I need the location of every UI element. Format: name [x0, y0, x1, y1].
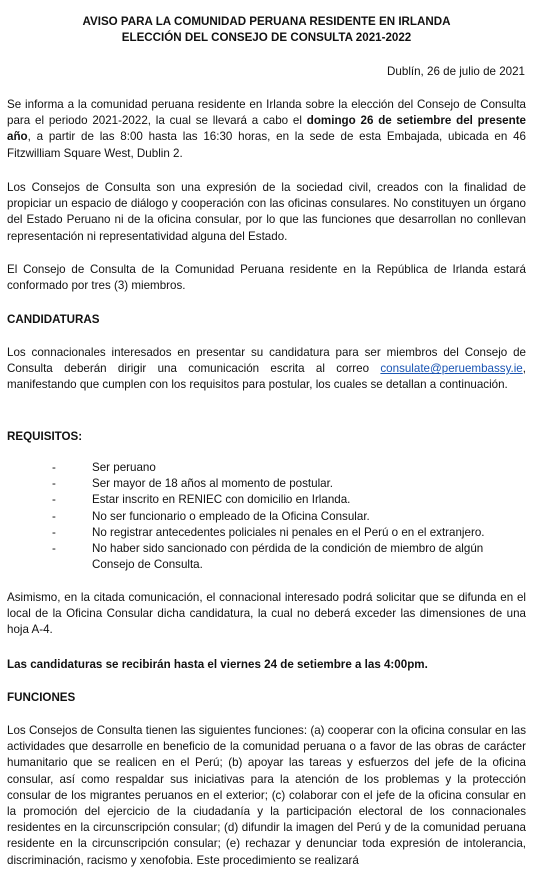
- document-title-line-2: ELECCIÓN DEL CONSEJO DE CONSULTA 2021-2022: [121, 31, 412, 44]
- asimismo-paragraph: Asimismo, en la citada comunicación, el connacional interesado podrá solicitar que se difunda en el local de la Oficina Consular dicha candidatura, la cual no deberá exceder las dimensiones de una hoja A-4.: [7, 591, 526, 637]
- consejos-description-paragraph: Los Consejos de Consulta son una expresión de la sociedad civil, creados con la finalidad de propiciar un espacio de diálogo y cooperación con las oficinas consulares. No constituyen un órgano del Estado Peruano ni de la oficina consular, por lo que las funciones que desarrollan no conllevan representación ni representatividad alguna del Estado.: [7, 181, 526, 243]
- dash-bullet-icon: -: [52, 493, 56, 507]
- dash-bullet-icon: -: [52, 542, 56, 556]
- list-item: [0, 509, 533, 525]
- deadline-notice: Las candidaturas se recibirán hasta el viernes 24 de setiembre a las 4:00pm.: [7, 658, 428, 671]
- requisitos-list: [0, 460, 533, 573]
- intro-paragraph: [7, 97, 526, 162]
- requisitos-heading: REQUISITOS:: [7, 430, 83, 443]
- requisito-text: Ser peruano: [92, 461, 156, 474]
- dash-bullet-icon: -: [52, 461, 56, 474]
- funciones-heading: FUNCIONES: [7, 691, 76, 704]
- dash-bullet-icon: -: [52, 525, 56, 539]
- document-title-line-1: AVISO PARA LA COMUNIDAD PERUANA RESIDENTE EN IRLANDA: [82, 15, 451, 28]
- requisito-text: No haber sido sancionado con pérdida de la condición de miembro de algún Consejo de Consulta.: [92, 542, 484, 572]
- dash-bullet-icon: -: [52, 477, 56, 491]
- candidaturas-text-start: Los connacionales interesados en presentar su candidatura para ser miembros del Consejo de Consulta deberán dirigir una comunicación escrita al correo: [7, 346, 526, 376]
- candidaturas-heading: CANDIDATURAS: [7, 313, 100, 326]
- members-paragraph: El Consejo de Consulta de la Comunidad Peruana residente en la República de Irlanda estará conformado por tres (3) miembros.: [7, 263, 526, 293]
- list-item: [0, 525, 533, 541]
- candidaturas-text-end: , manifestando que cumplen con los requisitos para postular, los cuales se detallan a continuación.: [7, 362, 526, 392]
- email-link[interactable]: consulate@peruembassy.ie: [380, 362, 523, 376]
- intro-bold-date: domingo 26 de setiembre del presente año: [7, 114, 527, 144]
- requisito-text: No registrar antecedentes policiales ni penales en el Perú o en el extranjero.: [92, 525, 485, 539]
- list-item: [0, 541, 533, 573]
- list-item: [0, 460, 533, 476]
- list-item: [0, 476, 533, 492]
- requisito-text: No ser funcionario o empleado de la Oficina Consular.: [92, 509, 370, 523]
- requisito-text: Estar inscrito en RENIEC con domicilio en Irlanda.: [92, 493, 351, 507]
- intro-text-end: , a partir de las 8:00 hasta las 16:30 horas, en la sede de esta Embajada, ubicada en 46 Fitzwilliam Square West, Dublin 2.: [7, 130, 526, 160]
- document-date: Dublín, 26 de julio de 2021: [387, 65, 525, 78]
- dash-bullet-icon: -: [52, 509, 56, 523]
- candidaturas-paragraph: [7, 345, 526, 394]
- requisito-text: Ser mayor de 18 años al momento de postular.: [92, 477, 334, 491]
- intro-text-start: Se informa a la comunidad peruana residente en Irlanda sobre la elección del Consejo de Consulta para el periodo 2021-2022, la cual se llevará a cabo el: [7, 98, 526, 128]
- funciones-paragraph: Los Consejos de Consulta tienen las siguientes funciones: (a) cooperar con la oficina consular en las actividades que desarrolle en beneficio de la comunidad peruana o a favor de las obras de carácter humanitario que se realicen en el Perú; (b) apoyar las tareas y esfuerzos del jefe de la oficina consular, así como respaldar sus iniciativas para la atención de los problemas y la protección consular de los migrantes peruanos en el exterior; (c) colaborar con el jefe de la oficina consular en la promoción del ejercicio de la ciudadanía y la participación electoral de los connacionales residentes en la circunscripción consular; (d) difundir la imagen del Perú y de la comunidad peruana residente en la circunscripción consular; (e) rechazar y denunciar toda expresión de intolerancia, discriminación, racismo y xenofobia. Este procedimiento se realizará: [7, 724, 526, 867]
- list-item: [0, 492, 533, 508]
